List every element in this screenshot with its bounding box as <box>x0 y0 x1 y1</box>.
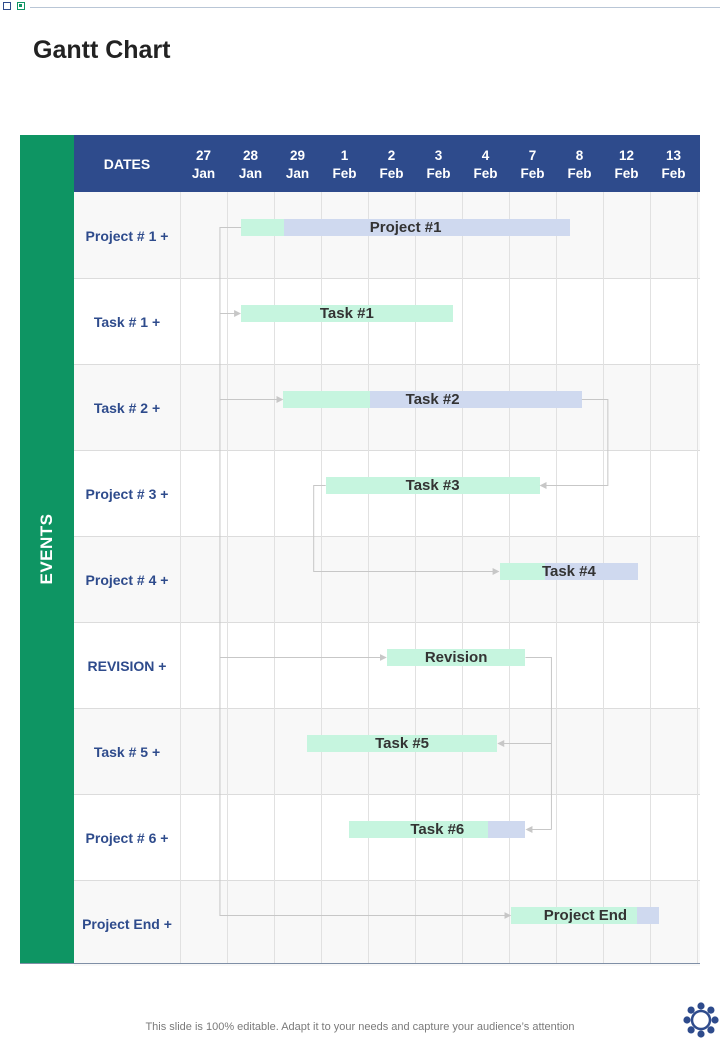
row-divider <box>74 450 700 451</box>
date-month: Jan <box>285 166 310 181</box>
date-day: 13 <box>665 148 682 163</box>
date-month: Feb <box>379 166 404 181</box>
date-column-header <box>603 147 650 183</box>
date-month: Jan <box>191 166 216 181</box>
date-column-header <box>227 147 274 183</box>
bar-label: Task #6 <box>410 821 465 838</box>
date-day: 28 <box>242 148 259 163</box>
grid-column-line <box>180 192 181 963</box>
gantt-bar[interactable] <box>307 735 497 752</box>
grid-column-line <box>462 192 463 963</box>
date-month: Feb <box>332 166 357 181</box>
date-day: 2 <box>387 148 396 163</box>
date-day: 7 <box>528 148 537 163</box>
row-label[interactable]: Project # 3 + <box>85 486 169 502</box>
date-month: Feb <box>426 166 451 181</box>
square-icon <box>3 2 11 10</box>
date-column-header <box>462 147 509 183</box>
row-label[interactable]: Task # 2 + <box>93 400 161 416</box>
network-logo-icon <box>683 1002 719 1038</box>
row-label[interactable]: Project # 4 + <box>85 572 169 588</box>
chart-bottom-border <box>20 963 700 964</box>
bar-label: Task #5 <box>375 735 430 752</box>
bar-label: Task #1 <box>319 305 374 322</box>
gantt-bar[interactable] <box>500 563 639 580</box>
grid-column-line <box>697 192 698 963</box>
bar-label: Task #4 <box>541 563 596 580</box>
date-column-header <box>415 147 462 183</box>
date-column-header <box>321 147 368 183</box>
bar-label: Project End <box>543 907 628 924</box>
gantt-bar[interactable] <box>283 391 581 408</box>
row-label[interactable]: Task # 5 + <box>93 744 161 760</box>
gantt-bar[interactable] <box>326 477 540 494</box>
row-divider <box>74 364 700 365</box>
date-month: Feb <box>520 166 545 181</box>
date-day: 1 <box>340 148 349 163</box>
row-divider <box>74 708 700 709</box>
gantt-bar[interactable] <box>511 907 659 924</box>
date-day: 29 <box>289 148 306 163</box>
date-column-header <box>556 147 603 183</box>
bar-label: Revision <box>424 649 488 666</box>
date-day: 4 <box>481 148 490 163</box>
bar-label: Project #1 <box>369 219 442 236</box>
grid-column-line <box>227 192 228 963</box>
grid-column-line <box>650 192 651 963</box>
row-divider <box>74 880 700 881</box>
page-title: Gantt Chart <box>33 36 171 64</box>
date-column-header <box>509 147 556 183</box>
footer-text: This slide is 100% editable. Adapt it to your needs and capture your audience’s attention <box>145 1021 575 1033</box>
date-month: Feb <box>473 166 498 181</box>
events-label: EVENTS <box>37 513 56 585</box>
row-divider <box>74 536 700 537</box>
gantt-bar[interactable] <box>349 821 525 838</box>
row-label[interactable]: Project End + <box>82 916 172 932</box>
top-divider <box>30 7 720 8</box>
row-label[interactable]: Project # 1 + <box>85 228 169 244</box>
row-label[interactable]: REVISION + <box>87 658 167 674</box>
date-day: 27 <box>195 148 212 163</box>
gantt-bar[interactable] <box>241 305 453 322</box>
row-divider <box>74 794 700 795</box>
row-label[interactable]: Project # 6 + <box>85 830 169 846</box>
gantt-bar[interactable] <box>387 649 526 666</box>
row-label[interactable]: Task # 1 + <box>93 314 161 330</box>
bar-label: Task #3 <box>405 477 460 494</box>
date-column-header <box>650 147 697 183</box>
date-day: 8 <box>575 148 584 163</box>
date-month: Feb <box>567 166 592 181</box>
gantt-bar[interactable] <box>241 219 570 236</box>
date-column-header <box>368 147 415 183</box>
date-month: Feb <box>661 166 686 181</box>
square-icon <box>17 2 25 10</box>
date-column-header <box>180 147 227 183</box>
date-column-header <box>274 147 321 183</box>
bar-label: Task #2 <box>405 391 460 408</box>
date-month: Feb <box>614 166 639 181</box>
row-divider <box>74 278 700 279</box>
dates-label: DATES <box>103 155 151 172</box>
date-day: 12 <box>618 148 635 163</box>
date-month: Jan <box>238 166 263 181</box>
date-day: 3 <box>434 148 443 163</box>
row-divider <box>74 622 700 623</box>
